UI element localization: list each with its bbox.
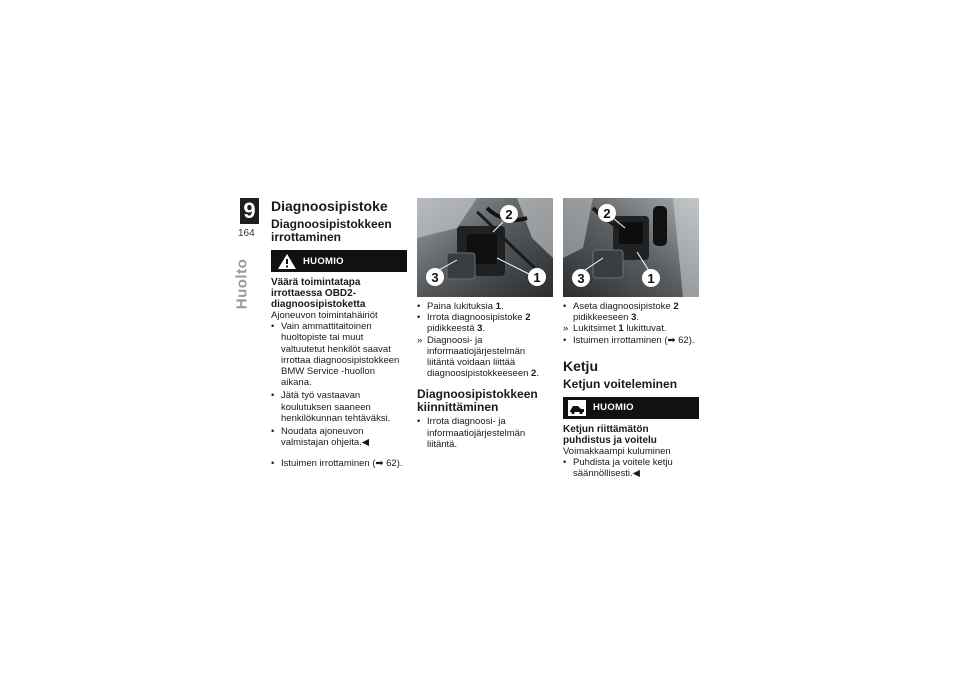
column-2: [417, 198, 553, 450]
notice-heading: Väärä toimintatapa irrottaessa OBD2-diagnoosipistoketta: [271, 277, 366, 310]
list-item-text: Paina lukituksia: [427, 301, 496, 312]
side-title: [230, 246, 254, 322]
list-item-text: Diagnoosi- ja informaatiojärjestelmän liitäntä voidaan liittää diagnoosipistokkeeseen: [427, 334, 532, 380]
list-item-text: Aseta diagnoosipistoke: [573, 301, 674, 312]
callout-label: 3: [431, 270, 439, 285]
list-item: [417, 416, 553, 450]
notice-intro: Voimakkaampi kuluminen: [563, 445, 671, 457]
part-number: 3: [477, 323, 483, 335]
notice-label: HUOMIO: [593, 402, 634, 414]
page-reference-arrow-icon: ➡: [375, 458, 384, 470]
bullet-mark: •: [563, 334, 567, 346]
subsection-title: Diagnoosipistokkeen irrottaminen: [271, 217, 392, 244]
notice-heading: Ketjun riittämätön puhdistus ja voitelu: [563, 423, 657, 446]
list-item-text: Puhdista ja voitele ketju säännöllisesti.◀: [573, 457, 673, 480]
column-3: [563, 198, 699, 479]
callout-label: 2: [603, 206, 611, 221]
list-item-tail: .: [500, 301, 504, 312]
subsection-title: Diagnoosipistokkeen kiinnittäminen: [417, 387, 538, 415]
part-number: 1: [618, 323, 624, 335]
photo-illustration: [417, 198, 553, 297]
part-number: 1: [495, 301, 501, 312]
diagnostic-plug-photo-mounting: [563, 198, 699, 297]
bullet-mark: •: [271, 458, 275, 470]
page-reference-arrow-icon: ➡: [667, 334, 676, 346]
chapter-number: 9: [240, 198, 259, 224]
column-1: [271, 198, 407, 470]
list-item-tail: .: [482, 323, 486, 335]
page-reference: 62).: [386, 458, 403, 470]
list-item: [563, 335, 699, 346]
list-item-tail: .: [536, 368, 539, 380]
list-item-text: Irrota diagnoosipistoke: [427, 312, 526, 324]
notice-intro: Ajoneuvon toimintahäiriöt: [271, 310, 378, 321]
list-item-text: Istuimen irrottaminen (: [281, 458, 376, 470]
page-number: 164: [238, 228, 255, 239]
list-item-text: Istuimen irrottaminen (: [573, 334, 668, 346]
list-item-text: Noudata ajoneuvon valmistajan ohjeita.◀: [281, 426, 370, 449]
side-title-text: Huolto: [233, 258, 251, 310]
notice-label: HUOMIO: [303, 255, 344, 267]
list-item: [417, 301, 553, 312]
list-item: [563, 301, 699, 323]
bullet-mark: •: [417, 416, 421, 428]
list-item-tail: pidikkeeseen: [573, 312, 632, 324]
list-item: [563, 457, 699, 479]
warning-notice-bar: [271, 250, 407, 272]
result-mark: »: [417, 334, 423, 346]
section-title: Ketju: [563, 357, 598, 374]
list-item-text: Irrota diagnoosi- ja informaatiojärjestelmän liitäntä.: [427, 416, 526, 450]
bullet-mark: •: [563, 301, 567, 312]
list-item: [271, 321, 407, 388]
part-number: 2: [525, 312, 531, 324]
page-reference: 62).: [675, 334, 695, 346]
result-mark: »: [563, 323, 569, 335]
part-number: 2: [673, 301, 679, 312]
warning-triangle-icon: [271, 250, 303, 272]
list-item: [417, 312, 553, 334]
bullet-mark: •: [271, 390, 275, 402]
list-item-tail: pidikkeestä: [427, 323, 478, 335]
list-item: [271, 426, 407, 448]
callout-label: 2: [505, 207, 513, 222]
diagnostic-plug-photo-removal: [417, 198, 553, 297]
list-item-text: Vain ammattitaitoinen huoltopiste tai muut valtuutetut henkilöt saavat irrottaa diagnoosipistokkeen BMW Service -huollon aikana.: [281, 321, 400, 389]
environment-notice-bar: [563, 397, 699, 419]
list-item-tail: .: [636, 312, 640, 324]
bullet-mark: •: [271, 426, 275, 438]
part-number: 3: [631, 312, 637, 324]
bullet-mark: •: [417, 301, 421, 312]
list-item: [563, 323, 699, 334]
list-item-text: Jätä työ vastaavan koulutuksen saaneen henkilökunnan tehtäväksi.: [281, 390, 391, 424]
list-item: [271, 458, 407, 469]
bullet-mark: •: [271, 321, 275, 333]
photo-illustration: [563, 198, 699, 297]
subsection-title: Ketjun voiteleminen: [563, 376, 678, 391]
list-item: [417, 335, 553, 380]
list-item-tail: lukittuvat.: [623, 323, 667, 335]
list-item-text: Lukitsimet: [573, 323, 619, 335]
callout-label: 3: [577, 271, 585, 286]
list-item: [271, 390, 407, 424]
callout-label: 1: [647, 271, 655, 286]
section-title: Diagnoosipistoke: [271, 198, 388, 214]
environment-vehicle-icon: [563, 397, 593, 419]
part-number: 2: [531, 368, 537, 380]
bullet-mark: •: [417, 312, 421, 324]
callout-label: 1: [533, 270, 541, 285]
bullet-mark: •: [563, 457, 567, 469]
